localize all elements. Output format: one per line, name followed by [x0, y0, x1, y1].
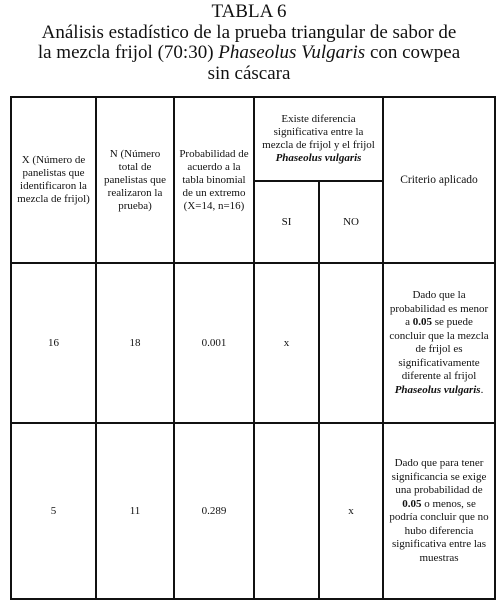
cell-x: 5: [11, 423, 96, 599]
header-x: X (Número de panelistas que identificaron la mezcla de frijol): [11, 97, 96, 263]
criterio-text: Dado que para tener significancia se exige una probabilidad de: [391, 457, 487, 496]
table-row: [11, 263, 495, 423]
criterio-threshold: 0.05: [402, 497, 422, 510]
title-text: la mezcla frijol (70:30): [37, 42, 219, 63]
criterio-text-end: .: [480, 383, 484, 396]
criterio-text: Dado que la probabilidad es menor a: [389, 289, 489, 328]
title-species: Phaseolus Vulgaris: [218, 42, 366, 63]
title-text-end: con cowpea: [365, 42, 461, 63]
header-difference: [254, 97, 383, 181]
cell-si: [254, 423, 319, 599]
table-caption: [0, 2, 498, 84]
cell-no: [319, 263, 383, 423]
table-row: [11, 423, 495, 599]
header-difference-text: Existe diferencia significativa entre la mezcla de frijol y el frijol: [262, 113, 375, 151]
cell-si: x: [254, 263, 319, 423]
table-number: TABLA 6: [211, 1, 287, 22]
cell-criterio: [383, 423, 495, 599]
header-difference-species: Phaseolus vulgaris: [275, 152, 362, 164]
header-no: NO: [319, 181, 383, 263]
cell-n: 18: [96, 263, 174, 423]
cell-criterio: [383, 263, 495, 423]
cell-x: 16: [11, 263, 96, 423]
table-title-line-1: Análisis estadístico de la prueba triangular de sabor de: [41, 21, 457, 43]
criterio-text-mid: se puede concluir que la mezcla de frijol es significativamente diferente al frijol: [389, 316, 489, 382]
results-table: [10, 96, 496, 600]
criterio-species: Phaseolus vulgaris: [394, 383, 481, 396]
cell-probability: 0.001: [174, 263, 254, 423]
cell-n: 11: [96, 423, 174, 599]
header-n: N (Número total de panelistas que realizaron la prueba): [96, 97, 174, 263]
cell-no: x: [319, 423, 383, 599]
header-probability: Probabilidad de acuerdo a la tabla binomial de un extremo (X=14, n=16): [174, 97, 254, 263]
header-criterio: Criterio aplicado: [383, 97, 495, 263]
criterio-threshold: 0.05: [412, 316, 432, 328]
table-title-line-2: [0, 43, 498, 64]
criterio-text-mid: o menos, se podría concluir que no hubo diferencia significativa entre las muestras: [389, 497, 489, 564]
header-si: SI: [254, 181, 319, 263]
cell-probability: 0.289: [174, 423, 254, 599]
table-title-line-3: sin cáscara: [207, 62, 291, 84]
